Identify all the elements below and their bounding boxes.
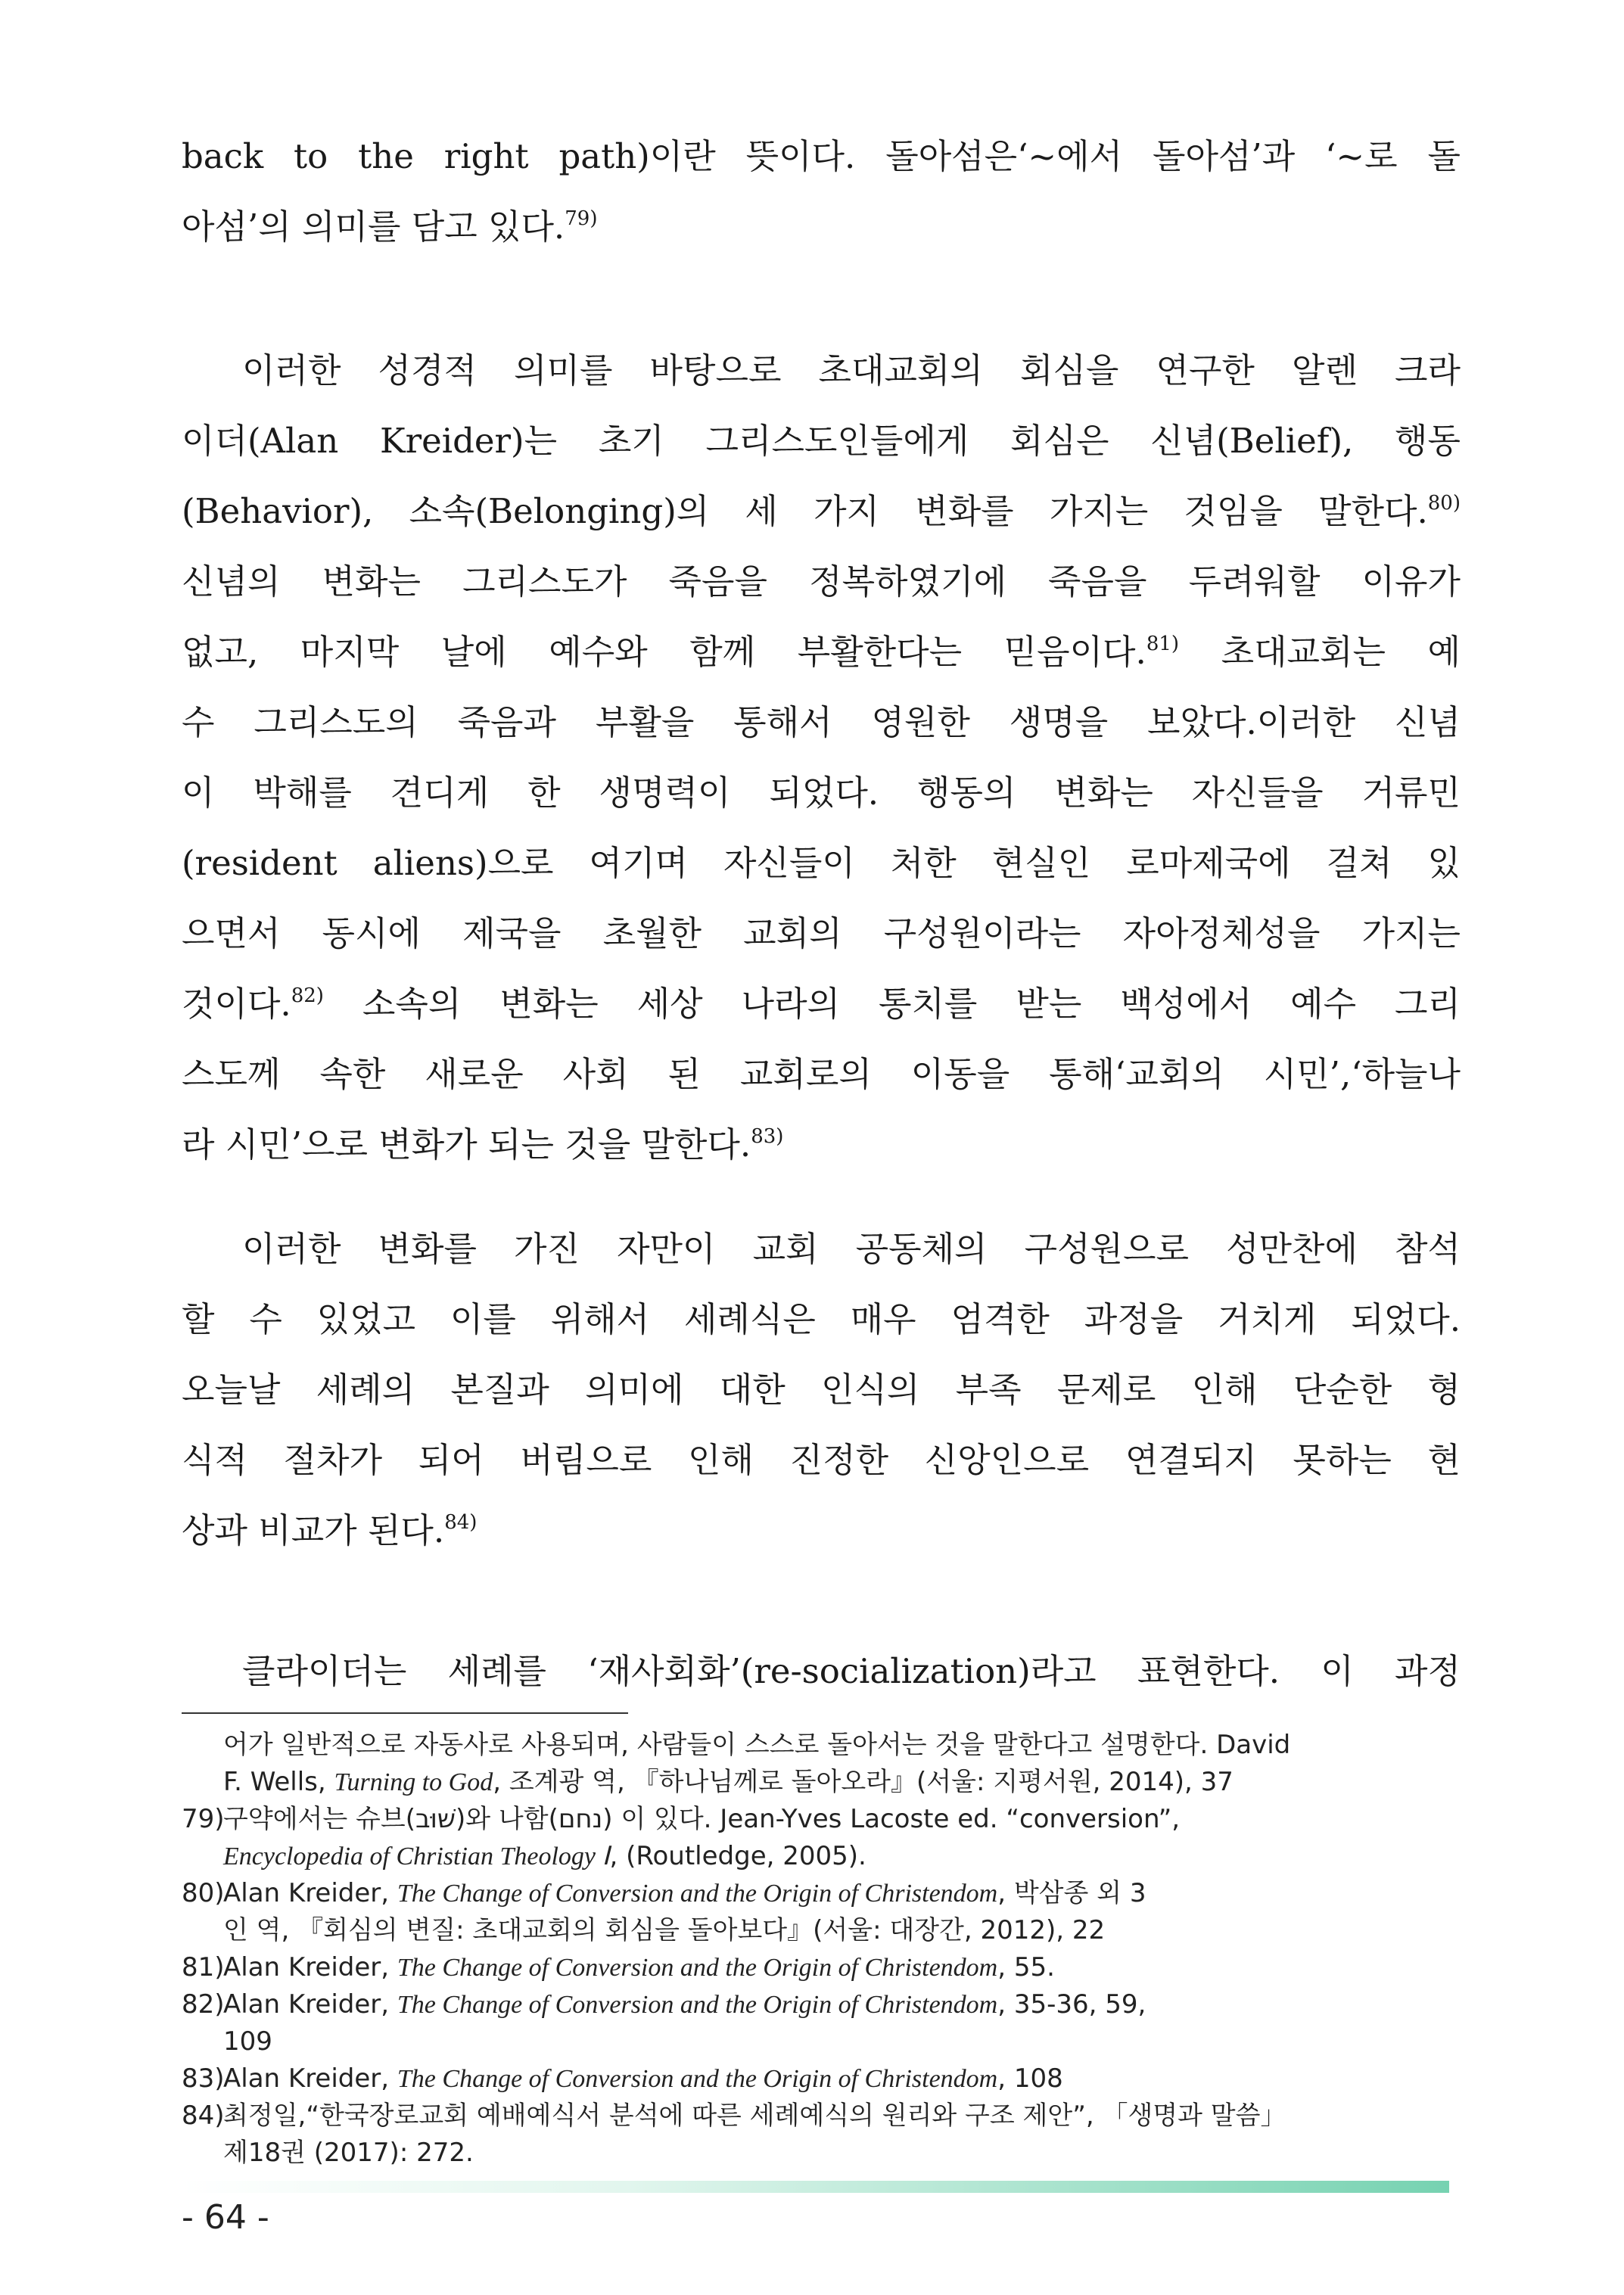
text-line: 이더(Alan Kreider)는 초기 그리스도인들에게 회심은 신념(Belief), 행동	[182, 421, 1461, 461]
text-span: Alan Kreider,	[223, 1989, 397, 2020]
footnote-number: 84)	[182, 2101, 225, 2131]
book-title: The Change of Conversion and the Origin of Christendom	[397, 1991, 998, 2019]
footer-gradient-bar	[182, 2181, 1449, 2193]
text-span: , 108	[997, 2063, 1063, 2094]
footnote-79	[182, 1801, 1461, 1875]
text-span: , 55.	[997, 1952, 1055, 1982]
text-line: 할 수 있었고 이를 위해서 세례식은 매우 엄격한 과정을 거치게 되었다.	[182, 1299, 1461, 1339]
footnote-number: 82)	[182, 1989, 225, 2020]
text-line: 식적 절차가 되어 버림으로 인해 진정한 신앙인으로 연결되지 못하는 현	[182, 1440, 1461, 1480]
text-line: 수 그리스도의 죽음과 부활을 통해서 영원한 생명을 보았다.이러한 신념	[182, 702, 1461, 742]
text-line: (resident aliens)으로 여기며 자신들이 처한 현실인 로마제국에 걸쳐 있	[182, 843, 1461, 883]
text-line: 이러한 변화를 가진 자만이 교회 공동체의 구성원으로 성만찬에 참석	[242, 1229, 1461, 1269]
footnote-line	[223, 1986, 1461, 2023]
text-span: , (Routledge, 2005).	[609, 1841, 866, 1871]
text-span: Alan Kreider,	[223, 1878, 397, 1908]
text-line	[182, 1495, 1461, 1566]
footnote-line: 어가 일반적으로 자동사로 사용되며, 사람들이 스스로 돌아서는 것을 말한다고 설명한다. David	[223, 1730, 1291, 1760]
body-paragraph-continuation	[182, 121, 1461, 262]
text-span: Alan Kreider,	[223, 2063, 397, 2094]
text-line: 오늘날 세례의 본질과 의미에 대한 인식의 부족 문제로 인해 단순한 형	[182, 1370, 1461, 1410]
text-line: 신념의 변화는 그리스도가 죽음을 정복하였기에 죽음을 두려워할 이유가	[182, 561, 1461, 602]
book-title: The Change of Conversion and the Origin of Christendom	[397, 1880, 998, 1908]
book-title: Encyclopedia of Christian Theology Ⅰ	[223, 1843, 610, 1871]
text-span: , 35-36, 59,	[997, 1989, 1146, 2020]
text-span: 것이다.	[182, 984, 291, 1024]
footnote-ref-81[interactable]: 81)	[1146, 633, 1180, 655]
text-line	[182, 969, 1461, 1039]
text-line: 클라이더는 세례를 ‘재사회화’(re-socialization)라고 표현한다. 이 과정	[242, 1651, 1461, 1691]
footnote-line	[223, 2060, 1461, 2098]
footnote-ref-82[interactable]: 82)	[291, 984, 324, 1007]
text-line	[182, 1109, 1461, 1180]
text-span: Alan Kreider,	[223, 1952, 397, 1982]
text-span: , 박삼종 외 3	[997, 1878, 1146, 1908]
text-line	[182, 617, 1461, 687]
text-line: 이러한 성경적 의미를 바탕으로 초대교회의 회심을 연구한 알렌 크라	[242, 350, 1461, 390]
text-span: 상과 비교가 된다.	[182, 1510, 445, 1550]
text-line: 으면서 동시에 제국을 초월한 교회의 구성원이라는 자아정체성을 가지는	[182, 913, 1461, 953]
text-span: 소속의 변화는 세상 나라의 통치를 받는 백성에서 예수 그리	[323, 984, 1461, 1024]
footnote-number: 81)	[182, 1952, 225, 1982]
footnote-line: 109	[223, 2026, 272, 2057]
footnote-continuation	[182, 1727, 1461, 1801]
footnote-83	[182, 2060, 1461, 2098]
footnote-line: 구약에서는 슈브(שׁוּב)와 나함(נחם) 이 있다. Jean-Yves Lacoste ed. “conversion”,	[223, 1804, 1181, 1834]
footnote-ref-79[interactable]: 79)	[565, 207, 598, 230]
text-line: 스도께 속한 새로운 사회 된 교회로의 이동을 통해‘교회의 시민’,‘하늘나	[182, 1054, 1461, 1094]
text-span: (Behavior), 소속(Belonging)의 세 가지 변화를 가지는 것임을 말한다.	[182, 491, 1428, 531]
text-span: 라 시민’으로 변화가 되는 것을 말한다.	[182, 1124, 751, 1165]
text-span: , 조계광 역, 『하나님께로 돌아오라』(서울: 지평서원, 2014), 37	[493, 1767, 1234, 1797]
text-span: 초대교회는 예	[1179, 632, 1461, 672]
footnote-separator	[182, 1712, 628, 1714]
footnote-84	[182, 2098, 1461, 2172]
footnote-line	[223, 1764, 1461, 1801]
book-title: The Change of Conversion and the Origin of Christendom	[397, 1954, 998, 1982]
page-number: - 64 -	[182, 2198, 269, 2237]
body-paragraph-resocialization	[182, 1636, 1461, 1706]
footnote-line: 제18권 (2017): 272.	[223, 2138, 474, 2168]
footnote-81	[182, 1949, 1461, 1986]
text-line	[182, 191, 1461, 262]
book-title: Turning to God	[334, 1768, 493, 1796]
footnote-line	[223, 1875, 1461, 1912]
footnote-ref-80[interactable]: 80)	[1427, 492, 1461, 515]
footnote-82	[182, 1986, 1461, 2060]
footnote-number: 83)	[182, 2063, 225, 2094]
text-line: 이 박해를 견디게 한 생명력이 되었다. 행동의 변화는 자신들을 거류민	[182, 773, 1461, 813]
footnote-line	[223, 1838, 1461, 1875]
footnotes	[182, 1727, 1461, 2172]
text-span: F. Wells,	[223, 1767, 334, 1797]
text-line: back to the right path)이란 뜻이다. 돌아섬은‘~에서 돌아섬’과 ‘~로 돌	[182, 136, 1461, 176]
footnote-number: 79)	[182, 1804, 225, 1834]
footnote-ref-83[interactable]: 83)	[751, 1125, 784, 1148]
footnote-ref-84[interactable]: 84)	[444, 1511, 478, 1534]
text-line	[182, 476, 1461, 546]
text-span: 아섬’의 의미를 담고 있다.	[182, 207, 565, 247]
book-title: The Change of Conversion and the Origin of Christendom	[397, 2065, 998, 2093]
footnote-line	[223, 1949, 1461, 1986]
footnote-line: 최정일,“한국장로교회 예배예식서 분석에 따른 세례예식의 원리와 구조 제안”, 「생명과 말씀」	[223, 2101, 1286, 2131]
footnote-number: 80)	[182, 1878, 225, 1908]
body-paragraph-conversion-dimensions	[182, 335, 1461, 1180]
body-paragraph-baptism	[182, 1214, 1461, 1566]
footnote-line: 인 역, 『회심의 변질: 초대교회의 회심을 돌아보다』(서울: 대장간, 2012), 22	[223, 1915, 1106, 1945]
text-span: 없고, 마지막 날에 예수와 함께 부활한다는 믿음이다.	[182, 632, 1146, 672]
footnote-80	[182, 1875, 1461, 1949]
